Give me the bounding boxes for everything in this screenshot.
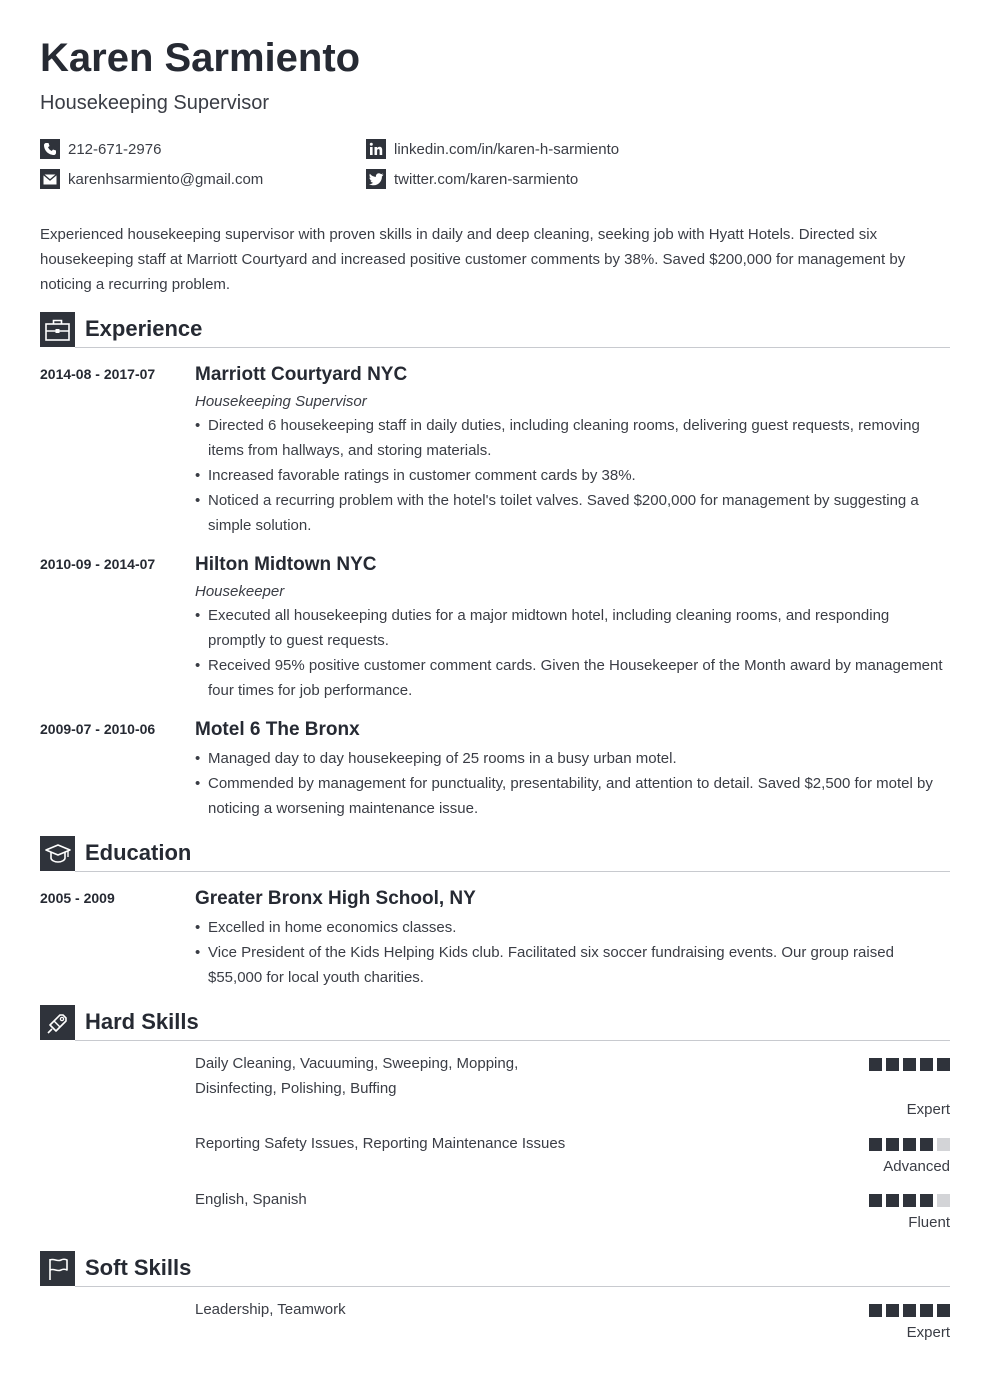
soft-skills-section-header <box>40 1251 950 1287</box>
rating-square-filled <box>886 1304 899 1317</box>
bullet-list <box>195 915 950 990</box>
email-text: karenhsarmiento@gmail.com <box>68 170 264 188</box>
company-name: Marriott Courtyard NYC <box>195 364 408 385</box>
school-name: Greater Bronx High School, NY <box>195 888 476 909</box>
bullet-list <box>195 413 950 538</box>
rating-square-filled <box>903 1058 916 1071</box>
skill-rating <box>865 1194 950 1207</box>
twitter-text: twitter.com/karen-sarmiento <box>394 170 579 188</box>
rating-square-filled <box>920 1058 933 1071</box>
summary-text: Experienced housekeeping supervisor with proven skills in daily and deep cleaning, seeking job with Hyatt Hotels. Directed six housekeeping staff at Marriott Courtyard and increased positive customer comments by 38%. Saved $200,000 for management by noticing a recurring problem. <box>40 226 906 293</box>
role-title: Housekeeper <box>195 583 285 600</box>
skill-text: Daily Cleaning, Vacuuming, Sweeping, Mopping, Disinfecting, Polishing, Buffing <box>195 1055 519 1097</box>
rating-square-filled <box>937 1058 950 1071</box>
skill-rating <box>865 1138 950 1151</box>
skill-level: Advanced <box>883 1158 950 1175</box>
skill-text: Reporting Safety Issues, Reporting Maintenance Issues <box>195 1135 566 1152</box>
flag-icon <box>40 1251 75 1286</box>
phone-icon <box>40 139 60 159</box>
company-name: Motel 6 The Bronx <box>195 719 360 740</box>
rating-square-filled <box>886 1138 899 1151</box>
experience-section-title: Experience <box>85 316 203 341</box>
rating-square-filled <box>903 1138 916 1151</box>
rating-square-filled <box>886 1194 899 1207</box>
contact-twitter[interactable] <box>366 169 578 189</box>
entry-dates: 2009-07 - 2010-06 <box>40 721 156 737</box>
rating-square-filled <box>920 1194 933 1207</box>
rating-square-filled <box>937 1304 950 1317</box>
bullet-list <box>195 603 950 703</box>
rating-square-filled <box>869 1304 882 1317</box>
entry-dates: 2010-09 - 2014-07 <box>40 556 156 572</box>
soft-skills-section-title: Soft Skills <box>85 1255 192 1280</box>
bullet-item: • Executed all housekeeping duties for a major midtown hotel, including cleaning rooms, and responding promptly to guest requests. <box>195 603 950 653</box>
bullet-list <box>195 746 950 821</box>
linkedin-icon <box>366 139 386 159</box>
company-name: Hilton Midtown NYC <box>195 554 377 575</box>
bullet-item: • Vice President of the Kids Helping Kids club. Facilitated six soccer fundraising events. Our group raised $55,000 for local youth charities. <box>195 940 950 990</box>
rating-square-filled <box>869 1194 882 1207</box>
rating-square-filled <box>886 1058 899 1071</box>
tools-icon <box>40 1005 75 1040</box>
section-divider <box>75 871 950 872</box>
hard-skills-section-title: Hard Skills <box>85 1009 199 1034</box>
rating-square-filled <box>869 1058 882 1071</box>
experience-section-header <box>40 312 950 348</box>
skill-text: Leadership, Teamwork <box>195 1301 346 1318</box>
bullet-item: • Managed day to day housekeeping of 25 rooms in a busy urban motel. <box>195 746 950 771</box>
skill-level: Expert <box>906 1324 950 1341</box>
rating-square-filled <box>920 1138 933 1151</box>
bullet-item: • Commended by management for punctuality, presentability, and attention to detail. Saved $2,500 for motel by noticing a worsening maintenance issue. <box>195 771 950 821</box>
rating-square-filled <box>903 1304 916 1317</box>
linkedin-text: linkedin.com/in/karen-h-sarmiento <box>394 140 620 158</box>
rating-square-empty <box>937 1138 950 1151</box>
job-title: Housekeeping Supervisor <box>40 92 270 114</box>
skill-level: Fluent <box>908 1214 950 1231</box>
bullet-item: • Noticed a recurring problem with the hotel's toilet valves. Saved $200,000 for management by suggesting a simple solution. <box>195 488 950 538</box>
rating-square-filled <box>903 1194 916 1207</box>
phone-text: 212-671-2976 <box>68 140 162 158</box>
candidate-name: Karen Sarmiento <box>40 36 361 80</box>
skill-level: Expert <box>906 1101 950 1118</box>
contact-phone[interactable] <box>40 139 161 159</box>
graduation-cap-icon <box>40 836 75 871</box>
section-divider <box>75 1040 950 1041</box>
briefcase-icon <box>40 312 75 347</box>
entry-dates: 2005 - 2009 <box>40 890 115 906</box>
section-divider <box>75 1286 950 1287</box>
bullet-item: • Excelled in home economics classes. <box>195 915 950 940</box>
bullet-item: • Received 95% positive customer comment cards. Given the Housekeeper of the Month award by management four times for job performance. <box>195 653 950 703</box>
rating-square-empty <box>937 1194 950 1207</box>
bullet-item: • Directed 6 housekeeping staff in daily duties, including cleaning rooms, delivering guest requests, removing items from hallways, and storing materials. <box>195 413 950 463</box>
section-divider <box>75 347 950 348</box>
entry-dates: 2014-08 - 2017-07 <box>40 366 156 382</box>
skill-text: English, Spanish <box>195 1191 307 1208</box>
skill-rating <box>865 1058 950 1071</box>
role-title: Housekeeping Supervisor <box>195 393 367 410</box>
rating-square-filled <box>920 1304 933 1317</box>
envelope-icon <box>40 169 60 189</box>
education-section-header <box>40 836 950 872</box>
contact-email[interactable] <box>40 169 263 189</box>
skill-rating <box>865 1304 950 1317</box>
rating-square-filled <box>869 1138 882 1151</box>
twitter-icon <box>366 169 386 189</box>
contact-linkedin[interactable] <box>366 139 619 159</box>
education-section-title: Education <box>85 840 192 865</box>
bullet-item: • Increased favorable ratings in customer comment cards by 38%. <box>195 463 950 488</box>
hard-skills-section-header <box>40 1005 950 1041</box>
